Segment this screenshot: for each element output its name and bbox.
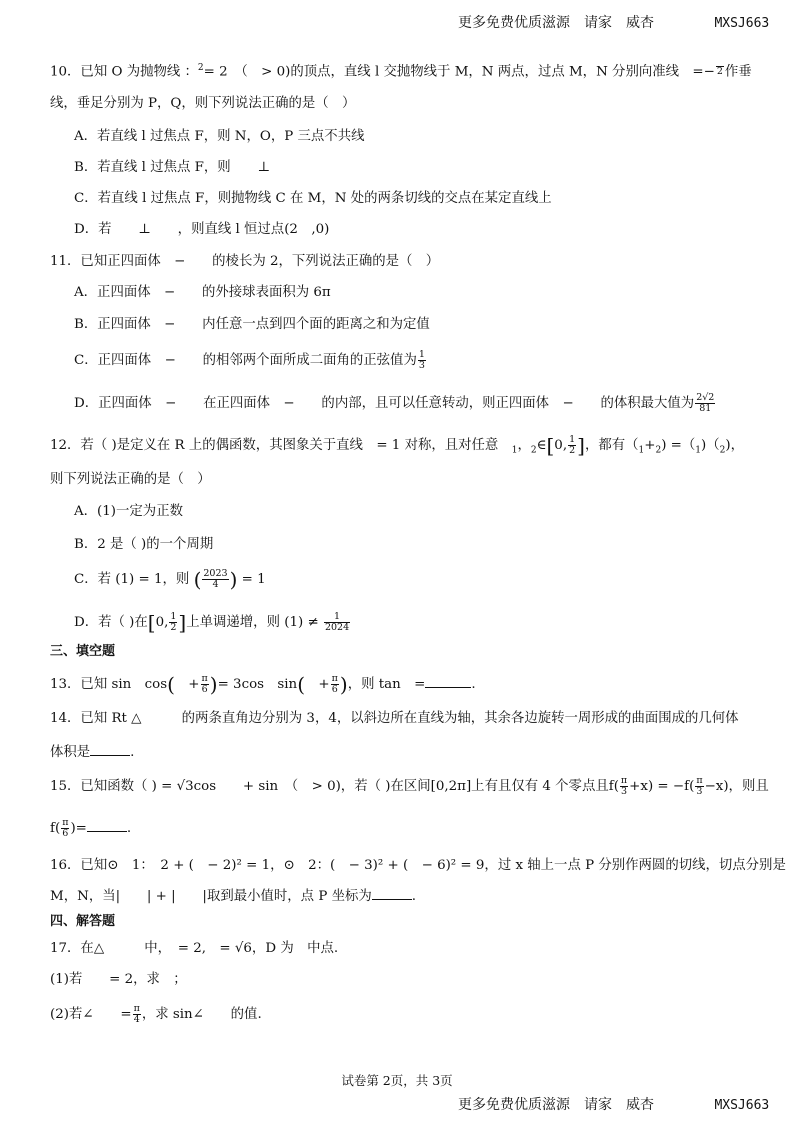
question-14-line2: 体积是 . [50, 745, 135, 760]
question-10-option-d: D．若 ⊥ ，则直线 l 恒过点(2 ,0) [74, 222, 330, 237]
question-15-line2: f( $\frac{\pi}{6}$ )= . [50, 817, 132, 839]
question-12-option-b: B．2 是（ )的一个周期 [74, 537, 214, 552]
question-10-line1: 10．已知 O 为抛物线 ：$^2$= 2 （ > 0)的顶点，直线 l 交抛物线于 M，N 两点，过点 M，N 分别向准线 =− 2 作垂 [50, 63, 752, 80]
question-11-stem: 11．已知正四面体 − 的棱长为 2，下列说法正确的是（ ） [50, 254, 440, 269]
answer-blank[interactable] [425, 675, 471, 688]
section-heading-fill-in: 三、填空题 [50, 644, 116, 659]
question-10-option-a: A．若直线 l 过焦点 F，则 N，O，P 三点不共线 [74, 129, 365, 144]
answer-blank[interactable] [90, 743, 130, 756]
fraction: $\frac{\pi}{6}$ [331, 673, 338, 695]
question-12-option-c: C．若 (1) = 1，则 ( $\frac{2023}{4}$ ) = 1 [74, 567, 266, 592]
question-17-part2: (2)若∠ = $\frac{\pi}{4}$ ，求 sin∠ 的值. [50, 1003, 262, 1025]
question-10-option-c: C．若直线 l 过焦点 F，则抛物线 C 在 M，N 处的两条切线的交点在某定直线上 [74, 191, 552, 206]
answer-blank[interactable] [87, 819, 127, 832]
bottom-watermark [458, 1096, 769, 1115]
fraction: $\frac{\pi}{4}$ [133, 1003, 140, 1025]
question-14-line1: 14．已知 Rt △ 的两条直角边分别为 3，4，以斜边所在直线为轴，其余各边旋转一周形成的曲面围成的几何体 [50, 711, 739, 726]
fraction: $\frac{1}{2024}$ [324, 611, 350, 633]
question-12-option-d: D．若（ )在[0, $\frac{1}{2}$ ]上单调递增，则 (1) ≠ $\frac{1}{2024}$ [74, 610, 350, 635]
question-12-line2: 则下列说法正确的是（ ） [50, 472, 211, 487]
watermark-text: 更多免费优质滋源 请家 威杏 [458, 1097, 654, 1113]
question-15-line1: 15．已知函数（ ) = √3cos + sin （ > 0)，若（ )在区间[0,2π]上有且仅有 4 个零点且f( $\frac{\pi}{3}$ +x) = −f( $\frac{\pi}{3}$ −x)，则且 [50, 775, 769, 797]
fraction: $\frac{2√2}{81}$ [696, 392, 715, 414]
question-10-option-b: B．若直线 l 过焦点 F，则 ⊥ [74, 160, 271, 175]
fraction: $\frac{\pi}{6}$ [201, 673, 208, 695]
watermark-text: 更多免费优质滋源 请家 威杏 [458, 15, 654, 31]
fraction: $\frac{\pi}{3}$ [620, 775, 628, 797]
watermark-code: MXSJ663 [714, 1098, 770, 1113]
question-17-part1: (1)若 = 2，求 ； [50, 972, 187, 987]
question-12-option-a: A．(1)一定为正数 [74, 504, 183, 519]
question-16-line2: M，N，当| | + | |取到最小值时，点 P 坐标为 . [50, 889, 417, 904]
fraction: $\frac{1}{2}$ [569, 434, 576, 456]
question-11-option-d: D．正四面体 − 在正四面体 − 的内部，且可以任意转动，则正四面体 − 的体积最大值为 $\frac{2√2}{81}$ [74, 392, 715, 414]
section-heading-answer: 四、解答题 [50, 914, 116, 929]
fraction: 2 [716, 66, 723, 78]
answer-blank[interactable] [372, 887, 412, 900]
page-footer: 试卷第 2页，共 3页 [341, 1073, 453, 1088]
question-16-line1: 16．已知⊙ 1： 2 + ( − 2)² = 1，⊙ 2：( − 3)² + ( − 6)² = 9，过 x 轴上一点 P 分别作两圆的切线，切点分别是 [50, 858, 786, 873]
fraction: $\frac{\pi}{3}$ [696, 775, 703, 797]
question-12-line1: 12．若（ )是定义在 R 上的偶函数，其图象关于直线 = 1 对称，且对任意 $_1$，$_2$∈[0, $\frac{1}{2}$ ]，都有$(_1+_2) =(_1)(_2)$， [50, 433, 745, 458]
question-10-line2: 线，垂足分别为 P，Q，则下列说法正确的是（ ） [50, 96, 356, 111]
question-11-option-b: B．正四面体 − 内任意一点到四个面的距离之和为定值 [74, 317, 430, 332]
watermark-code: MXSJ663 [714, 16, 770, 31]
fraction: $\frac{1}{3}$ [418, 349, 425, 371]
question-11-option-c: C．正四面体 − 的相邻两个面所成二面角的正弦值为 $\frac{1}{3}$ [74, 349, 425, 371]
fraction: $\frac{2023}{4}$ [203, 568, 228, 590]
fraction: $\frac{1}{2}$ [170, 611, 177, 633]
fraction: $\frac{\pi}{6}$ [62, 817, 69, 839]
question-17-stem: 17．在△ 中， = 2, = √6，D 为 中点. [50, 941, 339, 956]
question-13: 13．已知 sin cos( + $\frac{\pi}{6}$ )= 3cos sin( + $\frac{\pi}{6}$ )，则 tan = . [50, 672, 476, 697]
top-watermark [458, 14, 769, 33]
question-11-option-a: A．正四面体 − 的外接球表面积为 6π [74, 285, 331, 300]
